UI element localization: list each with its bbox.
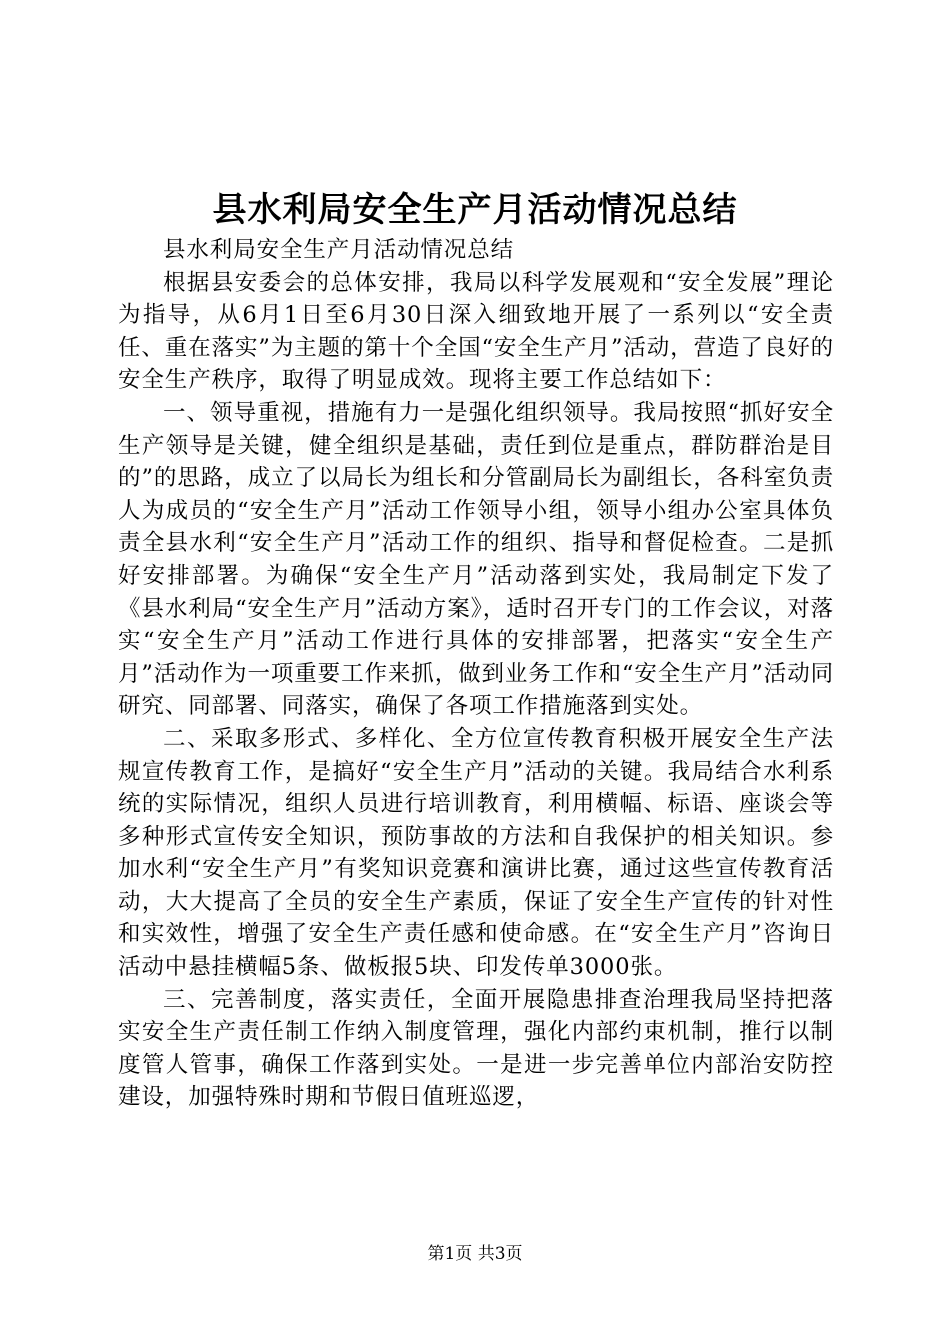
page-footer: 第1页 共3页	[427, 1244, 523, 1264]
paragraph-subtitle: 县水利局安全生产月活动情况总结	[163, 237, 515, 263]
paragraph-section-3: 三、完善制度，落实责任，全面开展隐患排查治理我局坚持把落实安全生产责任制工作纳入制度管理，强化内部约束机制，推行以制度管人管事，确保工作落到实处。一是进一步完善单位内部治安防控建设，加强特殊时期和节假日值班巡逻，	[118, 986, 834, 1111]
document-title: 县水利局安全生产月活动情况总结	[212, 190, 738, 230]
document-body	[118, 234, 834, 1114]
paragraph-section-1: 一、领导重视，措施有力一是强化组织领导。我局按照“抓好安全生产领导是关键，健全组织是基础，责任到位是重点，群防群治是目的”的思路，成立了以局长为组长和分管副局长为副组长，各科室负责人为成员的“安全生产月”活动工作领导小组，领导小组办公室具体负责全县水利“安全生产月”活动工作的组织、指导和督促检查。二是抓好安排部署。为确保“安全生产月”活动落到实处，我局制定下发了《县水利局“安全生产月”活动方案》，适时召开专门的工作会议，对落实“安全生产月”活动工作进行具体的安排部署，把落实“安全生产月”活动作为一项重要工作来抓，做到业务工作和“安全生产月”活动同研究、同部署、同落实，确保了各项工作措施落到实处。	[118, 399, 834, 720]
paragraph-intro: 根据县安委会的总体安排，我局以科学发展观和“安全发展”理论为指导，从6月1日至6月30日深入细致地开展了一系列以“安全责任、重在落实”为主题的第十个全国“安全生产月”活动，营造了良好的安全生产秩序，取得了明显成效。现将主要工作总结如下：	[118, 269, 834, 394]
paragraph-section-2: 二、采取多形式、多样化、全方位宣传教育积极开展安全生产法规宣传教育工作，是搞好“安全生产月”活动的关键。我局结合水利系统的实际情况，组织人员进行培训教育，利用横幅、标语、座谈会等多种形式宣传安全知识，预防事故的方法和自我保护的相关知识。参加水利“安全生产月”有奖知识竞赛和演讲比赛，通过这些宣传教育活动，大大提高了全员的安全生产素质，保证了安全生产宣传的针对性和实效性，增强了安全生产责任感和使命感。在“安全生产月”咨询日活动中悬挂横幅5条、做板报5块、印发传单3000张。	[118, 725, 834, 981]
